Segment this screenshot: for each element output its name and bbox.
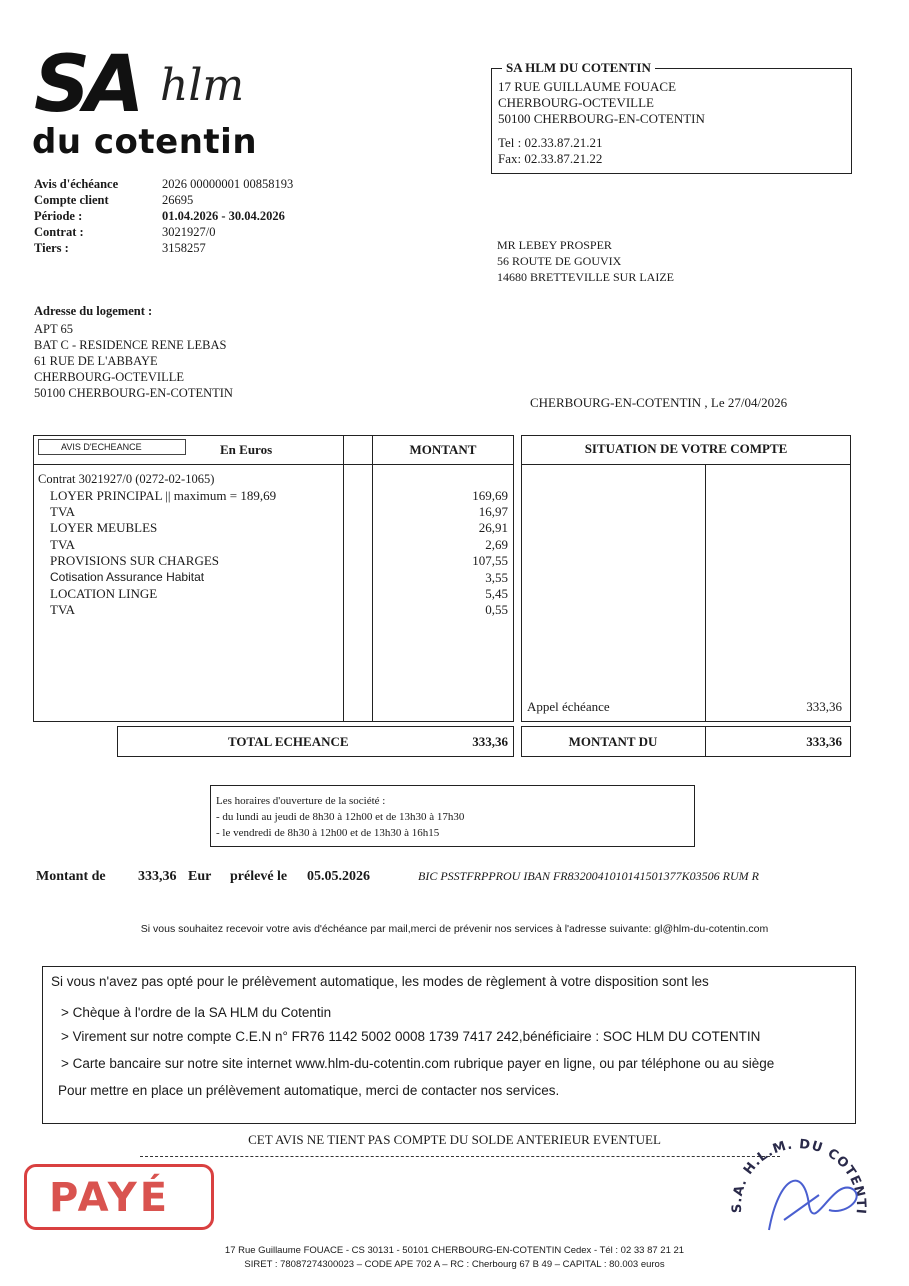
company-phone: Tel : 02.33.87.21.21 (498, 135, 603, 150)
line-item-amount: 0,55 (485, 602, 508, 617)
line-item-amount: 107,55 (472, 553, 508, 568)
ref-value: 3158257 (162, 241, 206, 255)
housing-line: APT 65 (34, 322, 74, 336)
svg-text:S.A. H.L.M. DU COTENTIN CHERBO (724, 1135, 868, 1215)
line-item-amount: 3,55 (485, 570, 508, 585)
logo-subtitle: du cotentin (32, 122, 258, 162)
paid-stamp (24, 1164, 214, 1230)
line-item-label: TVA (50, 537, 76, 552)
housing-line: 61 RUE DE L'ABBAYE (34, 354, 158, 368)
dashed-separator (140, 1156, 780, 1157)
payment-outro: Pour mettre en place un prélèvement automatique, merci de contacter nos services. (58, 1083, 560, 1098)
total-value: 333,36 (472, 734, 508, 749)
payment-option: > Carte bancaire sur notre site internet www.hlm-du-cotentin.com rubrique payer en ligne, ou par téléphone ou au siège (61, 1056, 775, 1071)
company-address-box (491, 60, 852, 174)
ref-label: Compte client (34, 193, 109, 207)
ref-label: Contrat : (34, 225, 84, 239)
signature-mark (769, 1181, 857, 1230)
debit-date: 05.05.2026 (307, 869, 370, 884)
hours-line: Les horaires d'ouverture de la société : (216, 795, 386, 807)
housing-title: Adresse du logement : (34, 304, 153, 318)
recipient-line: 56 ROUTE DE GOUVIX (497, 254, 622, 268)
recipient-line: MR LEBEY PROSPER (497, 238, 612, 252)
account-situation-table (521, 435, 851, 722)
housing-line: CHERBOURG-OCTEVILLE (34, 370, 184, 384)
account-title: SITUATION DE VOTRE COMPTE (584, 441, 788, 456)
company-seal (724, 1135, 874, 1260)
debit-label: Montant de (36, 869, 106, 884)
housing-line: 50100 CHERBOURG-EN-COTENTIN (34, 386, 233, 400)
debit-currency: Eur (188, 869, 212, 884)
appel-label: Appel échéance (527, 699, 610, 714)
opening-hours-box (210, 785, 695, 847)
line-item-amount: 5,45 (485, 586, 508, 601)
appel-value: 333,36 (806, 699, 842, 714)
email-note: Si vous souhaitez recevoir votre avis d'échéance par mail,merci de prévenir nos services à l'adresse suivante: gl@hlm-du-cotentin.com (140, 923, 769, 935)
ref-label: Tiers : (34, 241, 69, 255)
line-item-label: TVA (50, 504, 76, 519)
line-item-label: LOYER MEUBLES (50, 520, 158, 535)
footer-legal: SIRET : 78087274300023 – CODE APE 702 A – RC : Cherbourg 67 B 49 – CAPITAL : 80.003 euros (244, 1259, 665, 1270)
payment-option: > Virement sur notre compte C.E.N n° FR76 1142 5002 0008 1739 7417 242,bénéficiaire : SOC HLM DU COTENTIN (61, 1029, 761, 1044)
amount-due-divider (705, 726, 706, 757)
table-header-divider (33, 464, 514, 465)
line-item-amount: 2,69 (485, 537, 508, 552)
account-header-divider (521, 464, 851, 465)
amount-due-label: MONTANT DU (568, 734, 658, 749)
ref-label: Période : (34, 209, 83, 223)
ref-value: 26695 (162, 193, 194, 207)
euros-header: En Euros (220, 442, 273, 457)
housing-line: BAT C - RESIDENCE RENE LEBAS (34, 338, 227, 352)
contract-line: Contrat 3021927/0 (0272-02-1065) (38, 472, 215, 486)
bank-details: BIC PSSTFRPPROU IBAN FR8320041010141501377K03506 RUM R (418, 869, 759, 883)
ref-value: 01.04.2026 - 30.04.2026 (162, 209, 285, 223)
line-item-label: LOCATION LINGE (50, 586, 158, 601)
table-column-divider (372, 435, 373, 722)
paid-stamp-text: PAYÉ (49, 1175, 171, 1221)
seal-graphic (724, 1135, 874, 1260)
recipient-line: 14680 BRETTEVILLE SUR LAIZE (497, 270, 674, 284)
debit-amount: 333,36 (138, 869, 177, 884)
balance-notice: CET AVIS NE TIENT PAS COMPTE DU SOLDE ANTERIEUR EVENTUEL (248, 1132, 661, 1147)
payment-methods-box (42, 966, 856, 1124)
table-column-divider (343, 435, 344, 722)
logo-sa-text: SA (34, 40, 139, 130)
line-item-label: PROVISIONS SUR CHARGES (50, 553, 220, 568)
company-name: SA HLM DU COTENTIN (502, 60, 655, 76)
company-fax: Fax: 02.33.87.21.22 (498, 151, 603, 166)
avis-echeance-label: AVIS D'ECHEANCE (38, 439, 186, 455)
line-item-label: LOYER PRINCIPAL || maximum = 189,69 (50, 488, 277, 503)
payment-option: > Chèque à l'ordre de la SA HLM du Cotentin (61, 1005, 332, 1020)
montant-header: MONTANT (409, 442, 477, 457)
place-and-date: CHERBOURG-EN-COTENTIN , Le 27/04/2026 (530, 395, 788, 410)
footer-address: 17 Rue Guillaume FOUACE - CS 30131 - 50101 CHERBOURG-EN-COTENTIN Cedex - Tél : 02 33 87 21 21 (224, 1245, 685, 1256)
line-item-amount: 16,97 (478, 504, 508, 519)
line-item-label: TVA (50, 602, 76, 617)
ref-label: Avis d'échéance (34, 177, 119, 191)
company-address-line: CHERBOURG-OCTEVILLE (498, 95, 654, 110)
account-column-divider (705, 464, 706, 722)
line-item-amount: 169,69 (472, 488, 508, 503)
payment-intro: Si vous n'avez pas opté pour le prélèvement automatique, les modes de règlement à votre disposition sont les (51, 974, 709, 989)
line-item-label: Cotisation Assurance Habitat (50, 570, 205, 584)
hours-line: - du lundi au jeudi de 8h30 à 12h00 et de 13h30 à 17h30 (216, 811, 465, 823)
company-address-line: 17 RUE GUILLAUME FOUACE (498, 79, 677, 94)
company-address-line: 50100 CHERBOURG-EN-COTENTIN (498, 111, 705, 126)
debit-label-2: prélevé le (230, 869, 288, 884)
total-label: TOTAL ECHEANCE (228, 734, 349, 749)
hours-line: - le vendredi de 8h30 à 12h00 et de 13h30 à 16h15 (216, 827, 440, 839)
ref-value: 3021927/0 (162, 225, 216, 239)
logo-hlm-text: hlm (160, 60, 245, 111)
amount-due-value: 333,36 (806, 734, 842, 749)
ref-value: 2026 00000001 00858193 (162, 177, 294, 191)
company-logo (32, 40, 312, 166)
seal-text: S.A. H.L.M. DU COTENTI (729, 1137, 869, 1216)
line-item-amount: 26,91 (478, 520, 508, 535)
